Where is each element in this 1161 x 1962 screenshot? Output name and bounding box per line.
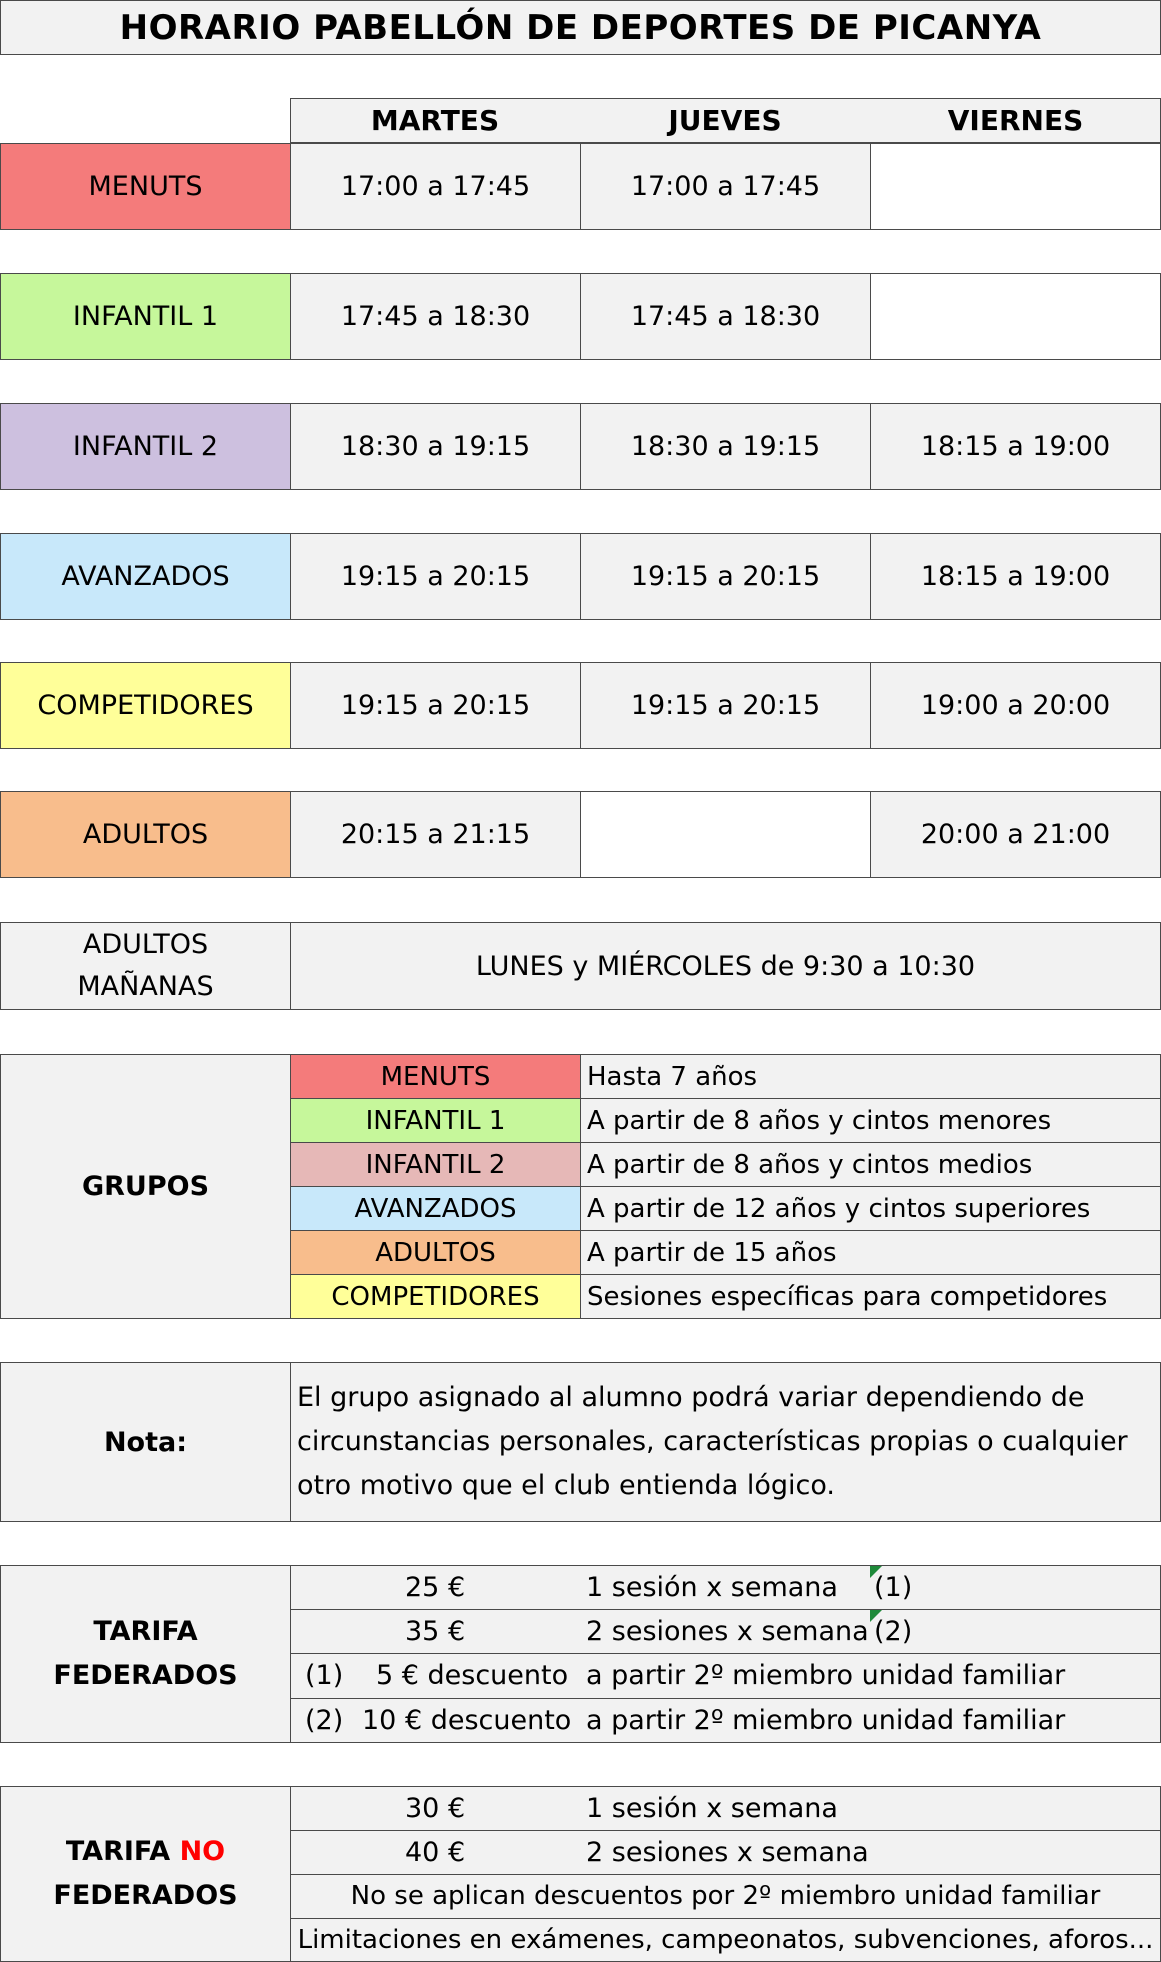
nota-line-2: circunstancias personales, características propias o cualquier [297,1426,1128,1457]
fed-desc-1: 1 sesión x semana [586,1572,838,1603]
schedule-time-cell [870,273,1161,360]
fed-discount-ref-1: (1) [305,1660,344,1691]
fed-desc-2: 2 sesiones x semana [586,1616,869,1647]
schedule-time-cell: 18:30 a 19:15 [580,403,871,490]
schedule-time-cell: 18:30 a 19:15 [290,403,581,490]
schedule-group-label: COMPETIDORES [0,662,291,749]
schedule-group-label: INFANTIL 2 [0,403,291,490]
schedule-time-cell [580,791,871,878]
fed-discount-desc-2: a partir 2º miembro unidad familiar [586,1705,1066,1736]
fed-discount-amount-2: 10 € descuento [362,1705,572,1736]
schedule-time-cell: 19:15 a 20:15 [290,533,581,620]
grupo-name: INFANTIL 1 [290,1098,581,1143]
schedule-group-label: ADULTOS [0,791,291,878]
fed-price-1: 25 € [405,1572,466,1603]
nofed-row-1 [290,1786,1161,1830]
fed-discount-amount-1: 5 € descuento [376,1660,569,1691]
fed-discount-1 [290,1653,1161,1698]
nota-line-1: El grupo asignado al alumno podrá variar dependiendo de [297,1382,1085,1413]
nofed-row-2 [290,1830,1161,1874]
day-header-viernes: VIERNES [947,104,1084,137]
adultos-mananas-label [0,922,291,1010]
schedule-time-cell: 20:15 a 21:15 [290,791,581,878]
schedule-time-cell: 17:45 a 18:30 [290,273,581,360]
schedule-time-cell: 19:00 a 20:00 [870,662,1161,749]
page-title: HORARIO PABELLÓN DE DEPORTES DE PICANYA [0,0,1161,55]
grupo-desc: A partir de 12 años y cintos superiores [580,1186,1161,1231]
tarifa-no-federados-line1 [66,1830,225,1874]
grupo-name: ADULTOS [290,1230,581,1275]
fed-ref-1: (1) [874,1572,913,1603]
grupo-desc: A partir de 8 años y cintos medios [580,1142,1161,1187]
fed-price-2: 35 € [405,1616,466,1647]
schedule-time-cell: 17:00 a 17:45 [580,143,871,230]
nofed-desc-2: 2 sesiones x semana [586,1837,869,1868]
fed-row-1 [290,1565,1161,1609]
schedule-time-cell: 18:15 a 19:00 [870,533,1161,620]
tarifa-no-federados-line2: FEDERADOS [53,1880,238,1911]
schedule-time-cell: 19:15 a 20:15 [580,662,871,749]
tarifa-federados-line1: TARIFA [93,1616,198,1647]
grupo-desc: Hasta 7 años [580,1054,1161,1099]
nota-label: Nota: [0,1362,291,1522]
nota-line-3: otro motivo que el club entienda lógico. [297,1470,835,1501]
nofed-desc-1: 1 sesión x semana [586,1793,838,1824]
grupos-label: GRUPOS [0,1054,291,1319]
nofed-note-2: Limitaciones en exámenes, campeonatos, subvenciones, aforos... [297,1925,1154,1955]
tarifa-federados-label [0,1565,291,1743]
schedule-group-label: MENUTS [0,143,291,230]
schedule-time-cell: 19:15 a 20:15 [580,533,871,620]
day-header-martes: MARTES [370,104,500,137]
adultos-mananas-time: LUNES y MIÉRCOLES de 9:30 a 10:30 [290,922,1161,1010]
schedule-time-cell: 17:00 a 17:45 [290,143,581,230]
fed-discount-desc-1: a partir 2º miembro unidad familiar [586,1660,1066,1691]
comment-marker-icon [870,1610,882,1622]
grupo-name: MENUTS [290,1054,581,1099]
schedule-group-label: AVANZADOS [0,533,291,620]
grupo-desc: A partir de 8 años y cintos menores [580,1098,1161,1143]
fed-discount-ref-2: (2) [305,1705,344,1736]
nofed-price-1: 30 € [405,1793,466,1824]
day-header-jueves: JUEVES [668,104,782,137]
nofed-price-2: 40 € [405,1837,466,1868]
nofed-note-1: No se aplican descuentos por 2º miembro unidad familiar [350,1881,1101,1911]
tarifa-no-federados-label [0,1786,291,1962]
grupo-desc: A partir de 15 años [580,1230,1161,1275]
schedule-time-cell [870,143,1161,230]
schedule-time-cell: 17:45 a 18:30 [580,273,871,360]
grupo-name: INFANTIL 2 [290,1142,581,1187]
schedule-time-cell: 20:00 a 21:00 [870,791,1161,878]
schedule-group-label: INFANTIL 1 [0,273,291,360]
grupo-name: COMPETIDORES [290,1274,581,1319]
adultos-mananas-line1: ADULTOS [82,929,209,960]
grupo-name: AVANZADOS [290,1186,581,1231]
tarifa-federados-line2: FEDERADOS [53,1660,238,1691]
fed-row-2 [290,1609,1161,1653]
schedule-time-cell: 19:15 a 20:15 [290,662,581,749]
comment-marker-icon [870,1566,882,1578]
fed-discount-2 [290,1698,1161,1743]
tarifa-word: TARIFA [65,1836,171,1867]
fed-ref-2: (2) [874,1616,913,1647]
grupo-desc: Sesiones específicas para competidores [580,1274,1161,1319]
adultos-mananas-line2: MAÑANAS [77,971,214,1002]
nota-text [290,1362,1161,1522]
no-word: NO [179,1836,226,1867]
schedule-time-cell: 18:15 a 19:00 [870,403,1161,490]
